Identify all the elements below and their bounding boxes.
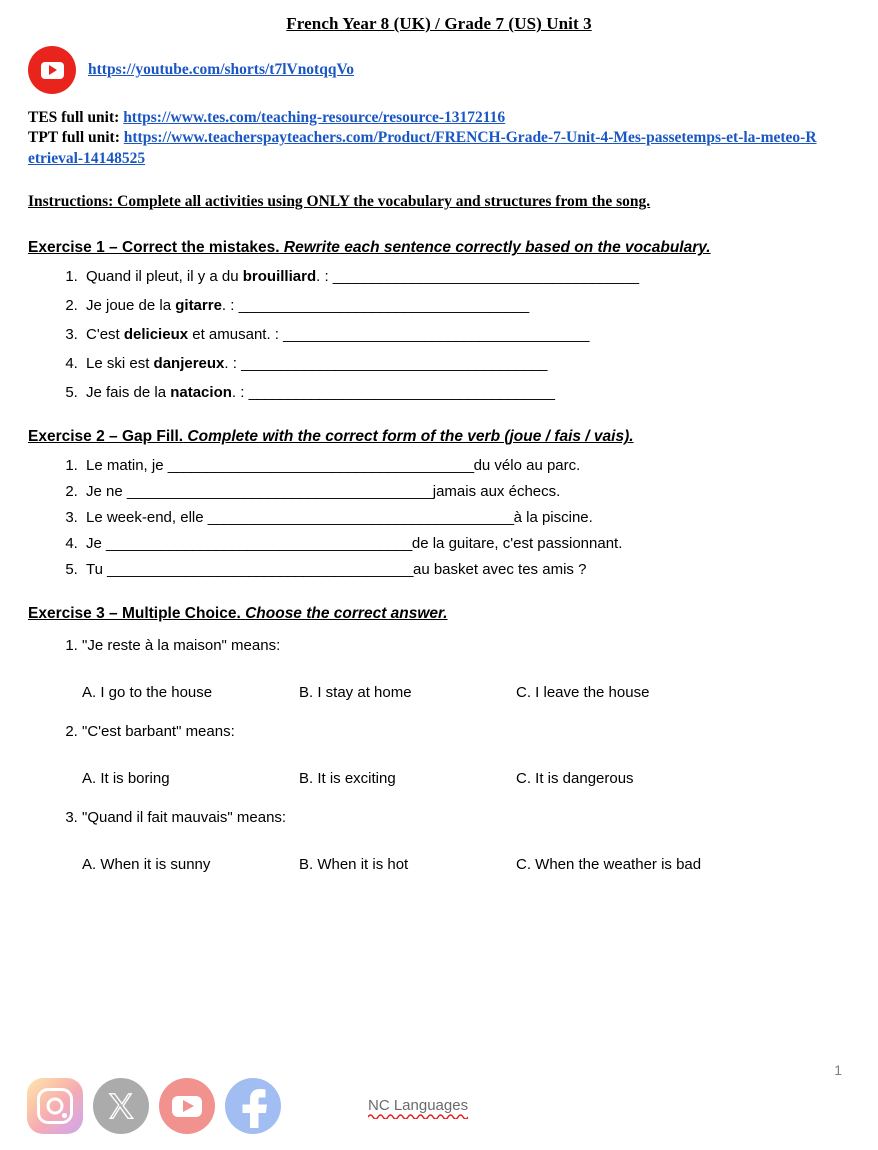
mc-options-row — [82, 770, 878, 787]
gap-blank[interactable]: _______________________________________ — [107, 561, 413, 579]
instagram-flash-dot — [62, 1113, 67, 1118]
sentence-suffix: . : — [231, 384, 249, 402]
unit-links-block — [28, 108, 818, 169]
exercise-3-list — [0, 637, 878, 873]
instagram-icon[interactable] — [27, 1078, 83, 1134]
page-number: 1 — [834, 1062, 842, 1078]
answer-blank[interactable]: _______________________________________ — [248, 384, 555, 402]
youtube-icon — [28, 46, 76, 94]
gap-prefix: Le week-end, elle — [86, 509, 208, 527]
mc-option-a[interactable]: A. It is boring — [82, 770, 170, 788]
exercise-1-heading-main: Exercise 1 – Correct the mistakes. — [28, 239, 280, 257]
mc-question-stem: 1. "Je reste à la maison" means: — [82, 637, 281, 655]
mc-options-row — [82, 856, 878, 873]
sentence-error-word: brouilliard — [242, 268, 317, 286]
gap-suffix: jamais aux échecs. — [432, 483, 561, 501]
brand-name — [368, 1097, 468, 1114]
exercise-1-list — [0, 269, 878, 400]
sentence-suffix: . : — [221, 297, 239, 315]
answer-blank[interactable]: _____________________________________ — [238, 297, 529, 315]
list-item — [82, 562, 878, 577]
social-links — [27, 1078, 281, 1134]
brand-text-wrapper — [368, 1097, 468, 1114]
youtube-play-box — [172, 1096, 202, 1117]
list-item — [82, 484, 878, 499]
tpt-link[interactable]: https://www.teacherspayteachers.com/Product/FRENCH-Grade-7-Unit-4-Mes-passetemps-et-la-meteo-Retrieval-14148525 — [28, 129, 817, 167]
youtube-video-link[interactable]: https://youtube.com/shorts/t7lVnotqqVo — [88, 61, 354, 78]
mc-option-c[interactable]: C. When the weather is bad — [516, 856, 702, 874]
page-footer — [0, 1040, 878, 1150]
list-item — [82, 298, 878, 313]
gap-suffix: au basket avec tes amis ? — [412, 561, 587, 579]
exercise-2-heading-sub: Complete with the correct form of the verb (joue / fais / vais). — [187, 428, 634, 446]
tes-link-line — [28, 108, 818, 128]
answer-blank[interactable]: _______________________________________ — [332, 268, 639, 286]
sentence-error-word: danjereux — [153, 355, 225, 373]
mc-option-b[interactable]: B. It is exciting — [299, 770, 396, 788]
sentence-suffix: . : — [224, 355, 242, 373]
sentence-error-word: delicieux — [123, 326, 189, 344]
sentence-error-word: natacion — [170, 384, 232, 402]
list-item — [82, 458, 878, 473]
list-item — [82, 356, 878, 371]
tes-label: TES full unit: — [28, 109, 120, 126]
list-item — [82, 723, 878, 787]
instagram-lens — [47, 1098, 64, 1115]
gap-prefix: Tu — [86, 561, 108, 579]
mc-option-c[interactable]: C. I leave the house — [516, 684, 650, 702]
list-item — [82, 327, 878, 342]
gap-suffix: du vélo au parc. — [473, 457, 581, 475]
exercise-3-heading-sub: Choose the correct answer. — [245, 605, 448, 623]
list-item — [82, 809, 878, 873]
mc-options-row — [82, 684, 878, 701]
list-item — [82, 510, 878, 525]
brand-label: NC Languages — [368, 1097, 469, 1114]
x-twitter-icon[interactable] — [93, 1078, 149, 1134]
mc-question-stem: 2. "C'est barbant" means: — [82, 723, 235, 741]
gap-prefix: Je ne — [86, 483, 127, 501]
youtube-play-triangle — [183, 1100, 194, 1112]
tpt-link-line — [28, 128, 818, 169]
exercise-3-heading-main: Exercise 3 – Multiple Choice. — [28, 605, 241, 623]
gap-prefix: Le matin, je — [86, 457, 168, 475]
page-title: French Year 8 (UK) / Grade 7 (US) Unit 3 — [286, 14, 592, 33]
sentence-prefix: Je joue de la — [86, 297, 176, 315]
sentence-prefix: C'est — [86, 326, 124, 344]
facebook-icon[interactable] — [225, 1078, 281, 1134]
list-item — [82, 637, 878, 701]
exercise-2-list — [0, 458, 878, 577]
mc-option-a[interactable]: A. When it is sunny — [82, 856, 211, 874]
tpt-label: TPT full unit: — [28, 129, 120, 147]
exercise-3-heading — [28, 605, 878, 623]
exercise-2-heading — [28, 428, 878, 446]
gap-suffix: à la piscine. — [513, 509, 593, 527]
sentence-error-word: gitarre — [175, 297, 222, 315]
list-item — [82, 536, 878, 551]
gap-blank[interactable]: _______________________________________ — [167, 457, 474, 475]
youtube-play-triangle — [49, 65, 57, 75]
sentence-prefix: Quand il pleut, il y a du — [86, 268, 243, 286]
instructions-line: Instructions: Complete all activities using ONLY the vocabulary and structures from the song. — [28, 193, 651, 211]
worksheet-page — [0, 14, 878, 1150]
gap-blank[interactable]: _______________________________________ — [126, 483, 433, 501]
answer-blank[interactable]: _______________________________________ — [283, 326, 589, 344]
gap-suffix: de la guitare, c'est passionnant. — [411, 535, 623, 553]
instagram-camera-body — [37, 1088, 73, 1124]
sentence-suffix: et amusant. : — [188, 326, 284, 344]
gap-blank[interactable]: _______________________________________ — [207, 509, 514, 527]
mc-option-b[interactable]: B. I stay at home — [299, 684, 412, 702]
tes-link[interactable]: https://www.tes.com/teaching-resource/resource-13172116 — [123, 109, 506, 126]
sentence-prefix: Le ski est — [86, 355, 154, 373]
sentence-prefix: Je fais de la — [86, 384, 171, 402]
exercise-1-heading — [28, 239, 878, 257]
mc-question-stem: 3. "Quand il fait mauvais" means: — [82, 809, 287, 827]
spellcheck-squiggle-icon — [368, 1113, 468, 1119]
list-item — [82, 269, 878, 284]
sentence-suffix: . : — [316, 268, 333, 286]
gap-blank[interactable]: _______________________________________ — [106, 535, 412, 553]
mc-option-b[interactable]: B. When it is hot — [299, 856, 409, 874]
mc-option-c[interactable]: C. It is dangerous — [516, 770, 634, 788]
mc-option-a[interactable]: A. I go to the house — [82, 684, 213, 702]
exercise-2-heading-main: Exercise 2 – Gap Fill. — [28, 428, 184, 446]
youtube-link-row — [28, 46, 878, 94]
list-item — [82, 385, 878, 400]
youtube-play-box — [41, 62, 64, 79]
answer-blank[interactable]: _______________________________________ — [241, 355, 547, 373]
gap-prefix: Je — [86, 535, 107, 553]
youtube-icon[interactable] — [159, 1078, 215, 1134]
exercise-1-heading-sub: Rewrite each sentence correctly based on the vocabulary. — [283, 239, 711, 257]
